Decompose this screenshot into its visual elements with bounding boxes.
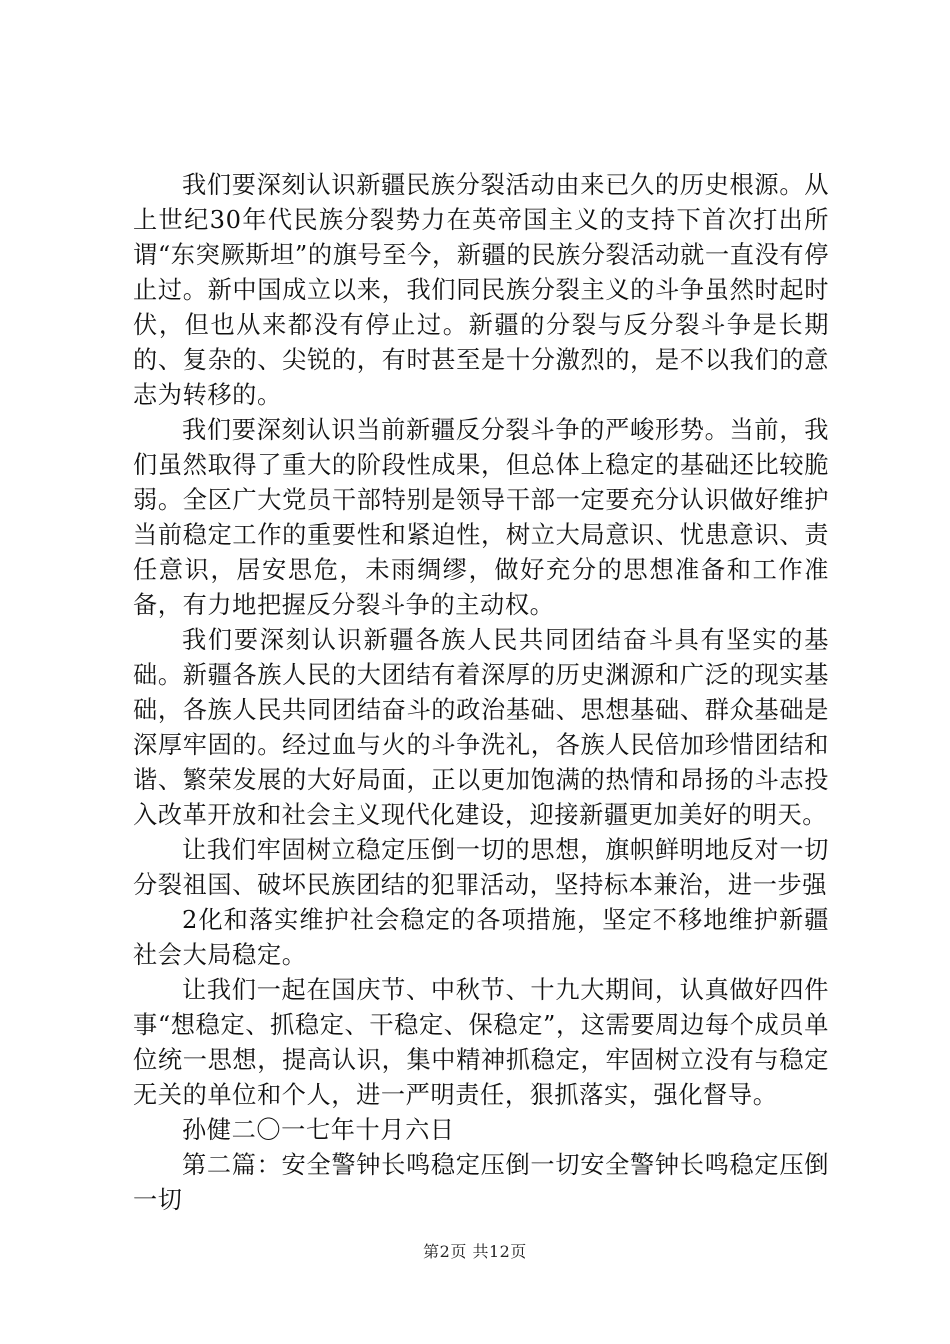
paragraph-continuation: 2化和落实维护社会稳定的各项措施，坚定不移地维护新疆社会大局稳定。 — [133, 906, 829, 969]
page-footer: 第2页 共12页 — [423, 1242, 527, 1261]
paragraph-holidays: 让我们一起在国庆节、中秋节、十九大期间，认真做好四件事“想稳定、抓稳定、干稳定、保稳定”，这需要周边每个成员单位统一思想，提高认识，集中精神抓稳定，牢固树立没有与稳定无关的单位和个人，进一严明责任，狠抓落实，强化督导。 — [133, 976, 829, 1109]
paragraph-history: 我们要深刻认识新疆民族分裂活动由来已久的历史根源。从上世纪30年代民族分裂势力在英帝国主义的支持下首次打出所谓“东突厥斯坦”的旗号至今，新疆的民族分裂活动就一直没有停止过。新中国成立以来，我们同民族分裂主义的斗争虽然时起时伏，但也从来都没有停止过。新疆的分裂与反分裂斗争是长期的、复杂的、尖锐的，有时甚至是十分激烈的，是不以我们的意志为转移的。 — [133, 171, 829, 409]
signature-date: 孙健二〇一七年十月六日 — [182, 1116, 455, 1144]
paragraph-situation: 我们要深刻认识当前新疆反分裂斗争的严峻形势。当前，我们虽然取得了重大的阶段性成果，但总体上稳定的基础还比较脆弱。全区广大党员干部特别是领导干部一定要充分认识做好维护当前稳定工作的重要性和紧迫性，树立大局意识、忧患意识、责任意识，居安思危，未雨绸缪，做好充分的思想准备和工作准备，有力地把握反分裂斗争的主动权。 — [133, 416, 829, 619]
paragraph-call-to-action: 让我们牢固树立稳定压倒一切的思想，旗帜鲜明地反对一切分裂祖国、破坏民族团结的犯罪活动，坚持标本兼治，进一步强 — [133, 836, 829, 899]
paragraph-unity: 我们要深刻认识新疆各族人民共同团结奋斗具有坚实的基础。新疆各族人民的大团结有着深厚的历史渊源和广泛的现实基础，各族人民共同团结奋斗的政治基础、思想基础、群众基础是深厚牢固的。经过血与火的斗争洗礼，各族人民倍加珍惜团结和谐、繁荣发展的大好局面，正以更加饱满的热情和昂扬的斗志投入改革开放和社会主义现代化建设，迎接新疆更加美好的明天。 — [133, 626, 829, 829]
document-body — [133, 168, 829, 1218]
section-heading-part-two: 第二篇：安全警钟长鸣稳定压倒一切安全警钟长鸣稳定压倒一切 — [133, 1151, 829, 1214]
